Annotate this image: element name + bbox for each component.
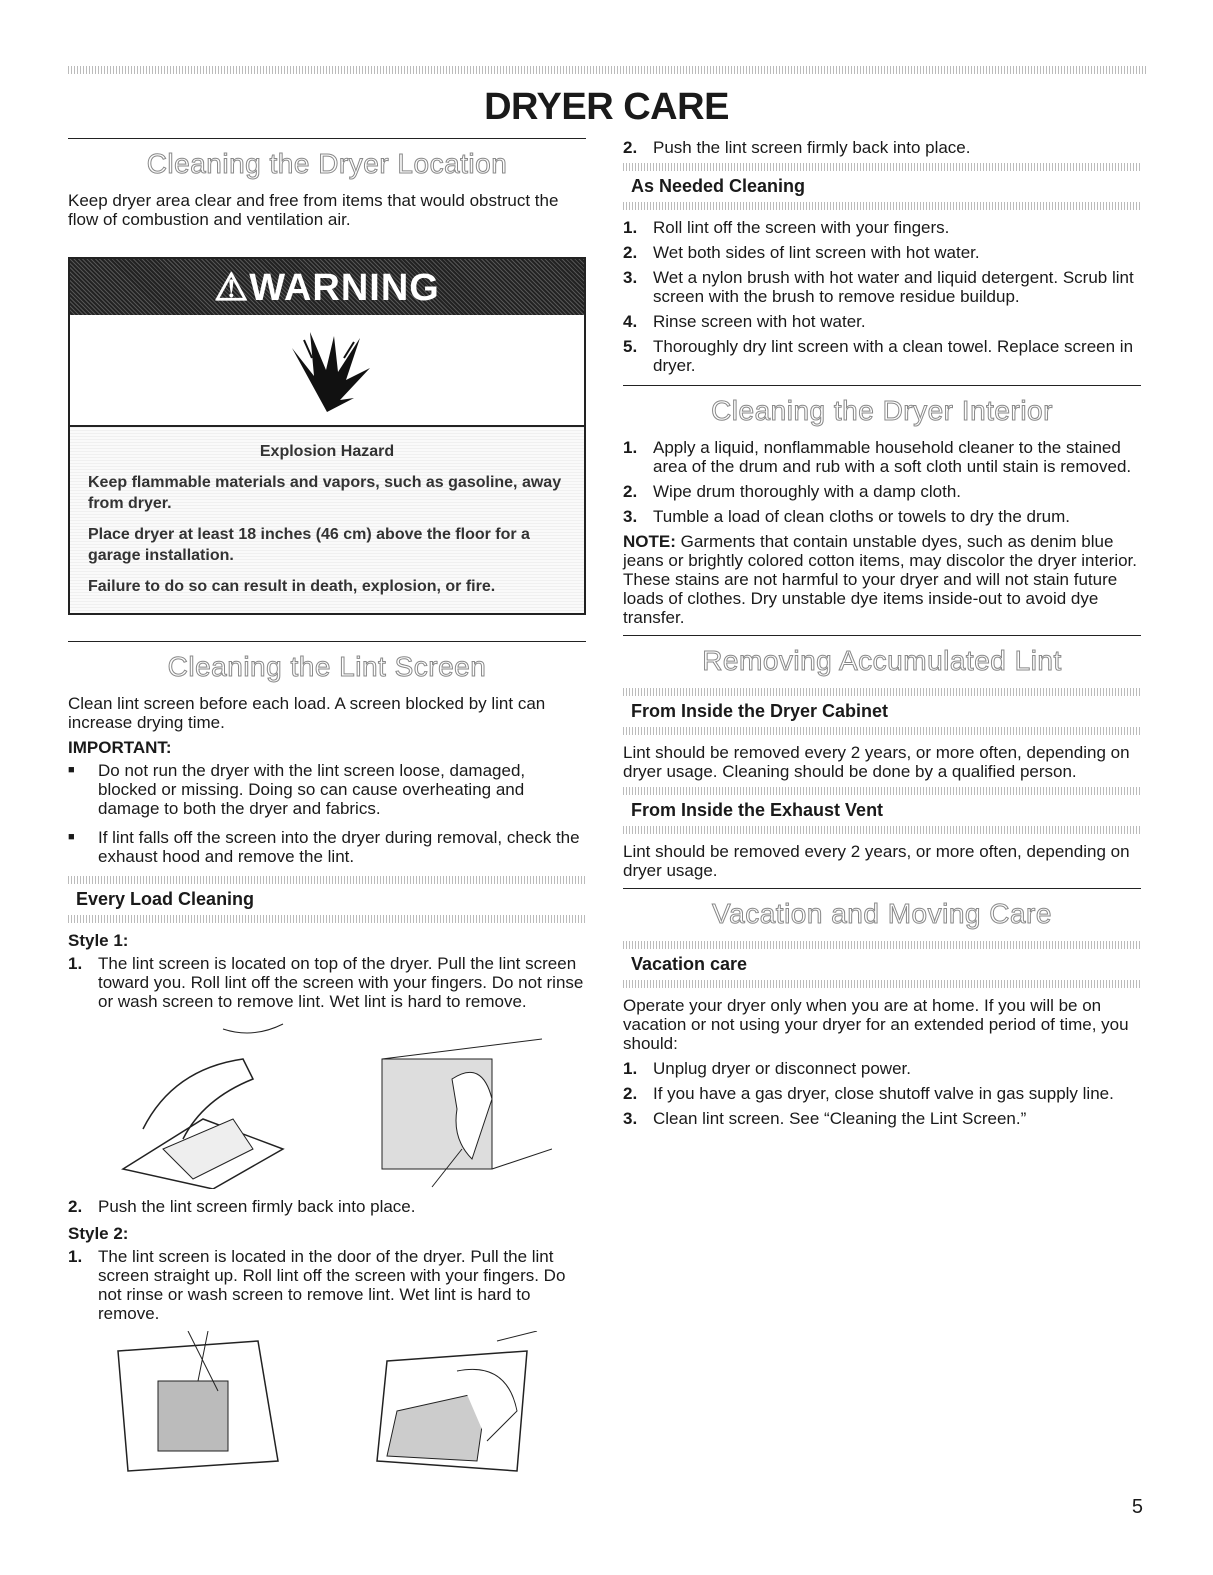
subheading-vent — [623, 787, 1141, 834]
section-title-vacation: Vacation and Moving Care — [712, 898, 1052, 929]
style2-label: Style 2: — [68, 1224, 129, 1243]
vacation-steps — [623, 1059, 1141, 1128]
section-rule — [68, 641, 586, 642]
subheading-label: From Inside the Exhaust Vent — [631, 800, 884, 820]
important-label: IMPORTANT: — [68, 738, 172, 757]
section-title-interior: Cleaning the Dryer Interior — [711, 395, 1053, 426]
list-item: 3. Tumble a load of clean cloths or towels to dry the drum. — [623, 507, 1071, 526]
warning-header: ⚠WARNING — [70, 259, 584, 315]
style1-label: Style 1: — [68, 931, 129, 950]
style2-illustrations — [68, 1331, 586, 1481]
section-title-accumulated: Removing Accumulated Lint — [702, 645, 1062, 676]
subheading-label: Every Load Cleaning — [76, 889, 255, 909]
interior-note: NOTE: Garments that contain unstable dyes, such as denim blue jeans or brightly colored cotton items, may discolor the dryer interior. These stains are not harmful to your dryer and will not stain future loads of clothes. Dry unstable dye items inside-out to avoid dye transfer. — [623, 532, 1138, 627]
style1-steps-cont — [68, 1197, 586, 1216]
right-column — [623, 138, 1141, 1134]
as-needed-steps — [623, 218, 1141, 375]
section-rule — [623, 385, 1141, 386]
important-list — [68, 761, 586, 866]
left-column — [68, 138, 586, 1489]
style1-illustrations — [68, 1019, 586, 1189]
list-item: 1. Unplug dryer or disconnect power. — [623, 1059, 911, 1078]
warning-box — [68, 257, 586, 615]
list-item: 1. The lint screen is located on top of the dryer. Pull the lint screen toward you. Roll lint off the screen with your fingers. Do not rinse or wash screen to remove lint. Wet lint is hard to remove. — [68, 954, 584, 1011]
warning-line: Place dryer at least 18 inches (46 cm) above the floor for a garage installation. — [88, 526, 530, 564]
style2-steps — [68, 1247, 586, 1323]
style2-steps-cont — [623, 138, 1141, 157]
subheading-as-needed — [623, 163, 1141, 210]
section-rule — [68, 138, 586, 139]
list-item: 3. Wet a nylon brush with hot water and liquid detergent. Scrub lint screen with the brush to remove residue buildup. — [623, 268, 1134, 306]
section-rule — [623, 888, 1141, 889]
vacation-intro: Operate your dryer only when you are at home. If you will be on vacation or not using your dryer for an extended period of time, you should: — [623, 996, 1129, 1053]
list-item: 1. The lint screen is located in the door of the dryer. Pull the lint screen straight up. Roll lint off the screen with your fingers. Do not rinse or wash screen to remove lint. Wet lint is hard to remove. — [68, 1247, 566, 1323]
door-lint-roll-illustration — [367, 1331, 547, 1481]
hazard-title: Explosion Hazard — [259, 443, 395, 460]
lint-screen-illustration — [362, 1019, 552, 1189]
list-item: ■ If lint falls off the screen into the dryer during removal, check the exhaust hood and remove the lint. — [68, 828, 586, 866]
page-number: 5 — [1131, 1496, 1143, 1518]
warning-line: Failure to do so can result in death, explosion, or fire. — [88, 578, 496, 595]
lint-intro: Clean lint screen before each load. A screen blocked by lint can increase drying time. — [68, 694, 546, 732]
list-item: 1. Apply a liquid, nonflammable household cleaner to the stained area of the drum and rub with a soft cloth until stain is removed. — [623, 438, 1132, 476]
list-item: 1. Roll lint off the screen with your fingers. — [623, 218, 950, 237]
subheading-vacation — [623, 941, 1141, 988]
lint-removal-illustration — [103, 1019, 293, 1189]
location-body: Keep dryer area clear and free from items that would obstruct the flow of combustion and ventilation air. — [68, 191, 559, 229]
top-rule — [68, 66, 1146, 74]
list-item: 2. Wet both sides of lint screen with hot water. — [623, 243, 980, 262]
subheading-every-load — [68, 876, 586, 923]
list-item: 2. Push the lint screen firmly back into place. — [68, 1197, 416, 1216]
page-title: DRYER CARE — [484, 86, 729, 128]
list-item: ■ Do not run the dryer with the lint screen loose, damaged, blocked or missing. Doing so can cause overheating and damage to both the dryer and fabrics. — [68, 761, 586, 818]
vent-body: Lint should be removed every 2 years, or more often, depending on dryer usage. — [623, 842, 1130, 880]
list-item: 3. Clean lint screen. See “Cleaning the Lint Screen.” — [623, 1109, 1027, 1128]
interior-steps — [623, 438, 1141, 526]
list-item: 5. Thoroughly dry lint screen with a clean towel. Replace screen in dryer. — [623, 337, 1134, 375]
door-lint-screen-illustration — [108, 1331, 288, 1481]
list-item: 2. Wipe drum thoroughly with a damp cloth. — [623, 482, 962, 501]
subheading-label: As Needed Cleaning — [631, 176, 806, 196]
subheading-label: Vacation care — [631, 954, 748, 974]
cabinet-body: Lint should be removed every 2 years, or more often, depending on dryer usage. Cleaning should be done by a qualified person. — [623, 743, 1130, 781]
section-rule — [623, 635, 1141, 636]
list-item: 4. Rinse screen with hot water. — [623, 312, 866, 331]
section-title-location: Cleaning the Dryer Location — [146, 148, 508, 179]
list-item: 2. If you have a gas dryer, close shutoff valve in gas supply line. — [623, 1084, 1114, 1103]
subheading-cabinet — [623, 688, 1141, 735]
list-item: 2. Push the lint screen firmly back into place. — [623, 138, 971, 157]
section-title-lint-screen: Cleaning the Lint Screen — [167, 651, 487, 682]
style1-steps — [68, 954, 586, 1011]
warning-body — [70, 427, 584, 613]
subheading-label: From Inside the Dryer Cabinet — [631, 701, 889, 721]
explosion-icon — [70, 315, 584, 427]
warning-line: Keep flammable materials and vapors, such as gasoline, away from dryer. — [88, 474, 562, 512]
